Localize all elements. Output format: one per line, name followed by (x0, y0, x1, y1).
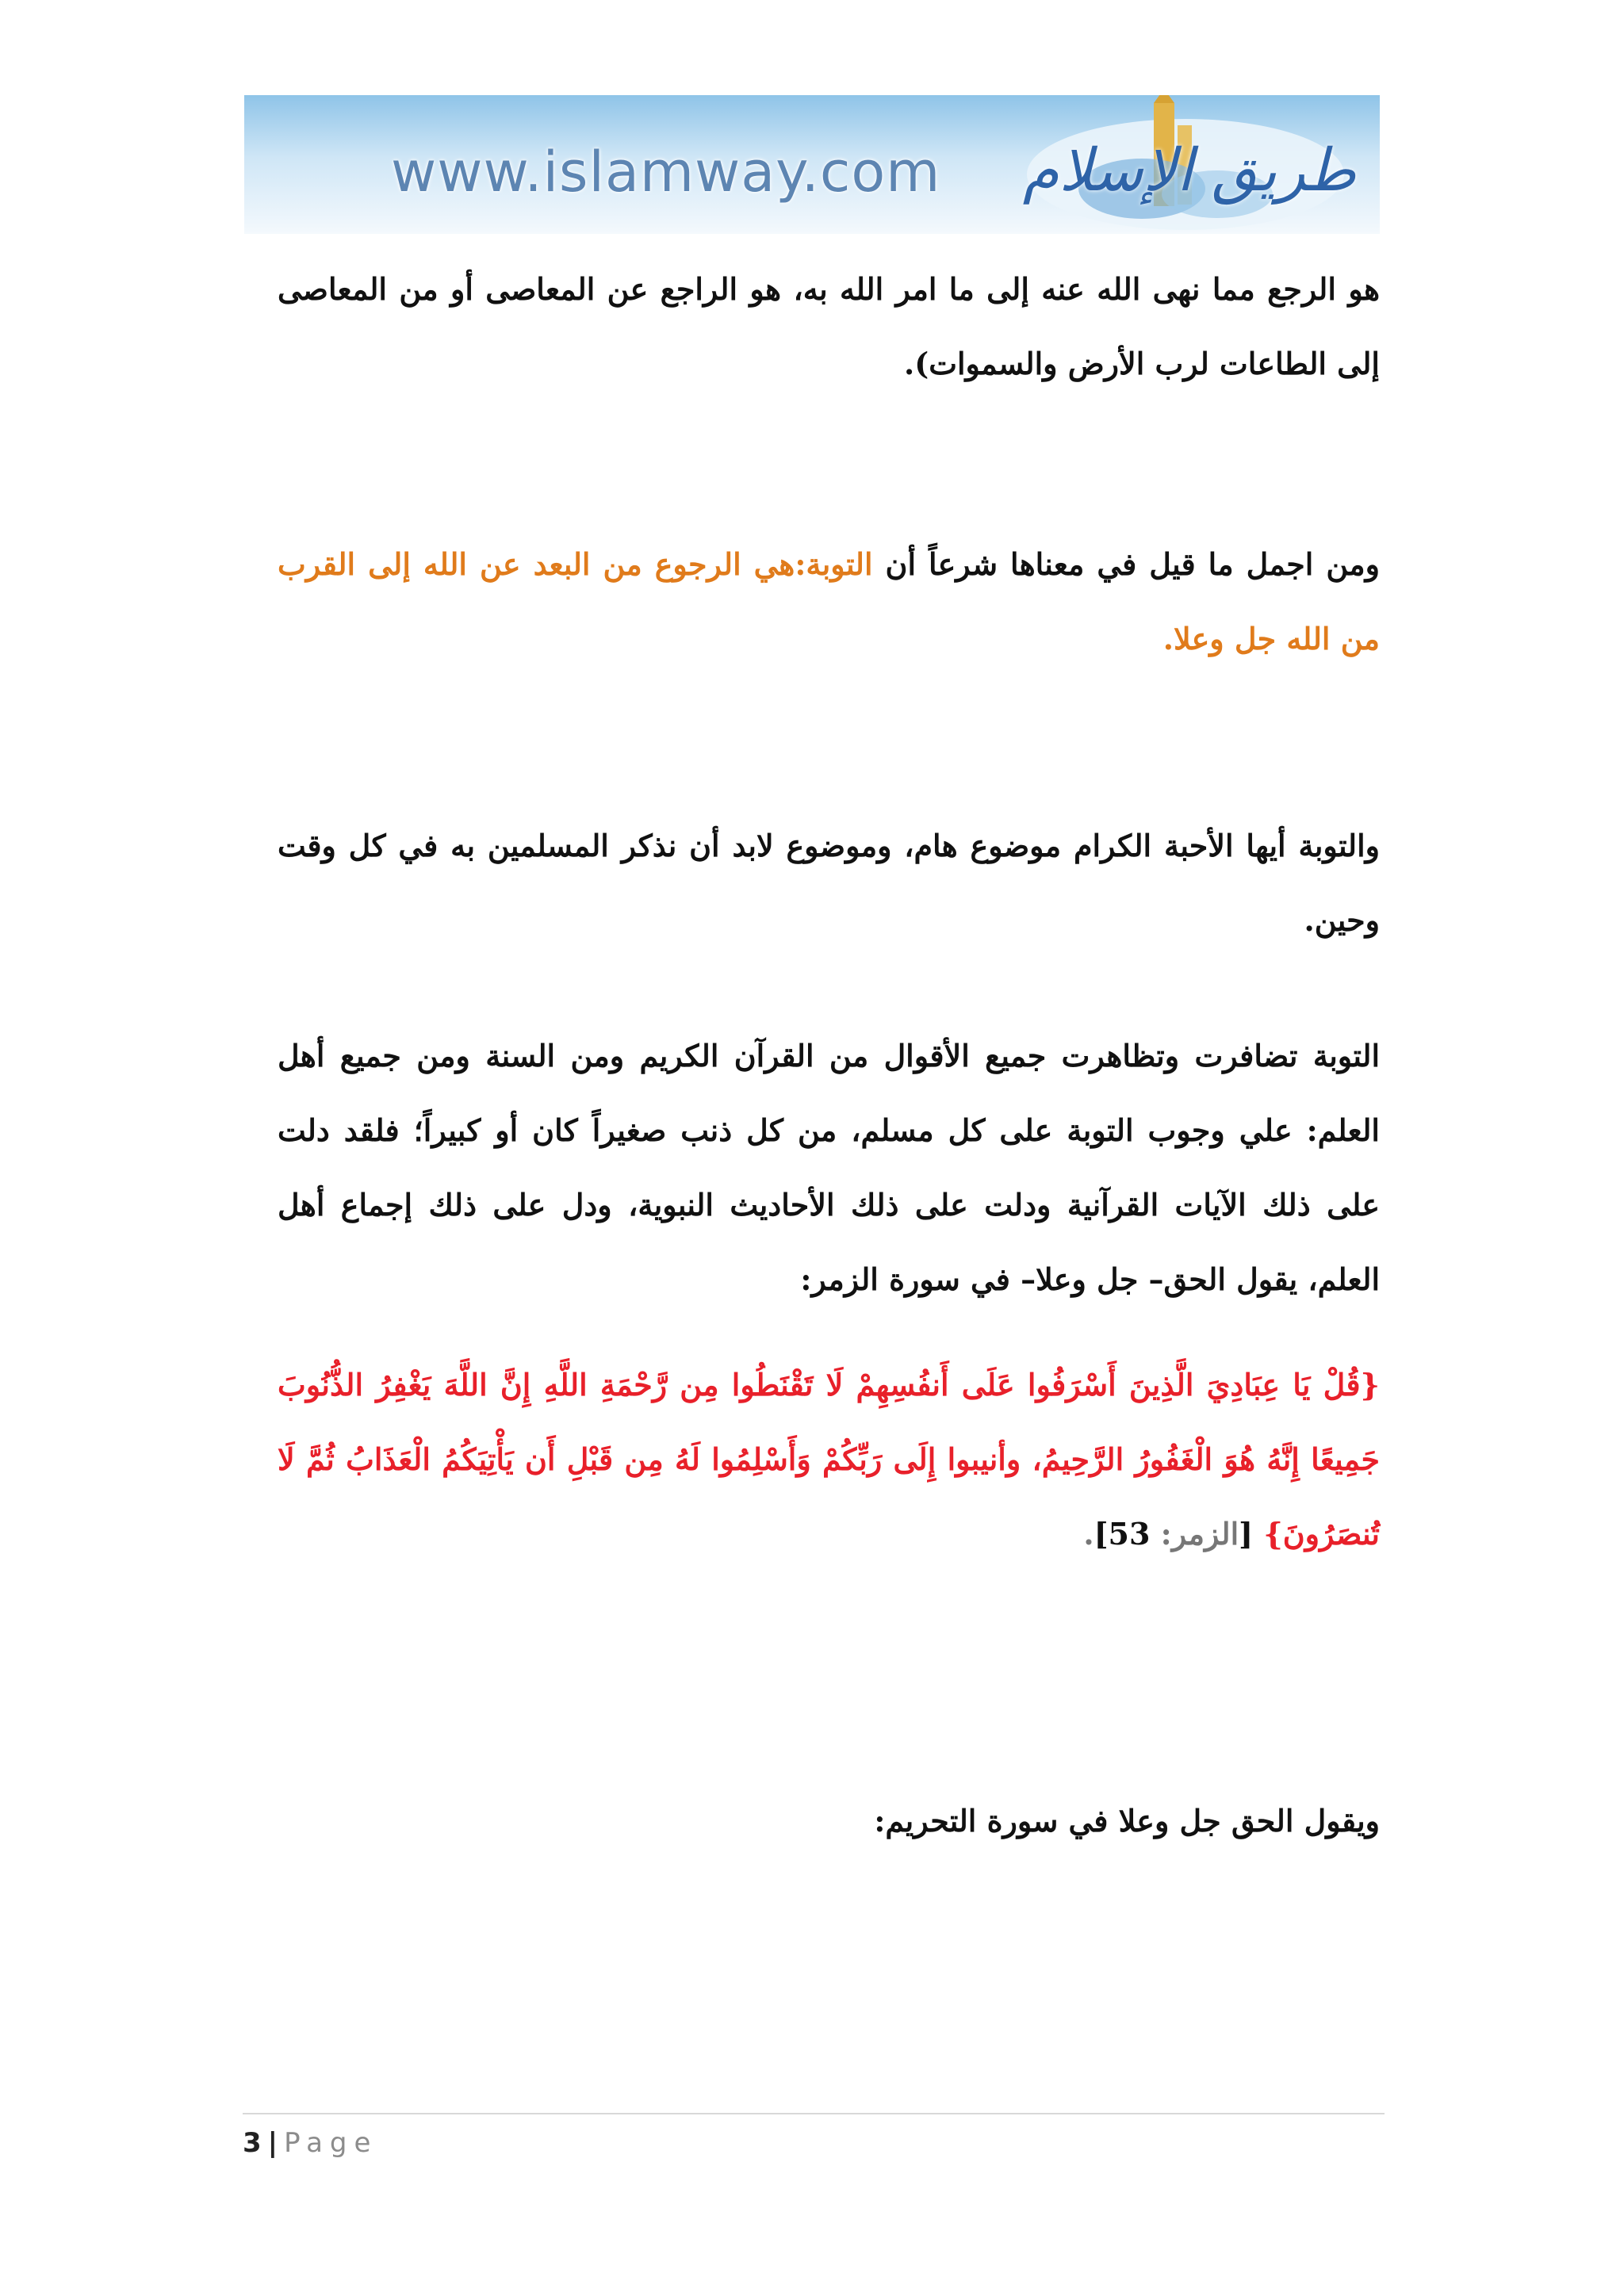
paragraph-4 (278, 1019, 1380, 1317)
site-url: www.islamway.com (391, 140, 941, 205)
verse-reference-surah: الزمر: (1160, 1516, 1239, 1552)
page-number: 3 (243, 2127, 262, 2159)
paragraph-4-text: التوبة تضافرت وتظاهرت جميع الأقوال من القرآن الكريم ومن السنة ومن جميع أهل العلم: علي وجوب التوبة على كل مسلم، من كل ذنب صغيراً كان أو كبيراً؛ فلقد دلت على ذلك الآيات القرآنية ودلت على ذلك الأحاديث النبوية، ودل على ذلك إجماع أهل العلم، يقول الحق– جل وعلا– في سورة الزمر: (278, 1038, 1380, 1297)
page-separator: | (267, 2127, 278, 2159)
verse-reference-open: [ (1239, 1516, 1264, 1552)
quran-verse: {قُلْ يَا عِبَادِيَ الَّذِينَ أَسْرَفُوا عَلَى أَنفُسِهِمْ لَا تَقْنَطُوا مِن رَّحْمَةِ اللَّهِ إِنَّ اللَّهَ يَغْفِرُ الذُّنُوبَ جَمِيعًا إِنَّهُ هُوَ الْغَفُورُ الرَّحِيمُ، وأنيبوا إِلَى رَبِّكُمْ وَأَسْلِمُوا لَهُ مِن قَبْلِ أَن يَأْتِيَكُمُ الْعَذَابُ ثُمَّ لَا تُنصَرُونَ} (278, 1367, 1380, 1552)
paragraph-1-text: هو الرجع مما نهى الله عنه إلى ما امر الله به، هو الراجع عن المعاصى أو من المعاصى إلى الطاعات لرب الأرض والسموات). (278, 271, 1380, 381)
paragraph-3-text: والتوبة أيها الأحبة الكرام موضوع هام، وموضوع لابد أن نذكر المسلمين به في كل وقت وحين. (278, 828, 1380, 938)
paragraph-2 (278, 527, 1380, 676)
page-footer (243, 2113, 1385, 2159)
paragraph-2-intro: ومن اجمل ما قيل في معناها شرعاً أن (872, 546, 1380, 582)
site-logo-text: طريق الإسلام (1022, 136, 1356, 205)
paragraph-3 (278, 809, 1380, 958)
verse-reference-number: 53] (1094, 1516, 1161, 1552)
page-label: Page (284, 2127, 378, 2159)
paragraph-1 (278, 252, 1380, 401)
quran-verse-block (278, 1348, 1380, 1571)
header-banner (244, 95, 1380, 234)
paragraph-6-text: ويقول الحق جل وعلا في سورة التحريم: (874, 1803, 1380, 1839)
paragraph-6 (278, 1784, 1380, 1858)
verse-reference-end: . (1083, 1516, 1094, 1552)
repentance-definition: التوبة:هي الرجوع من البعد عن الله إلى القرب من الله جل وعلا. (278, 546, 1380, 656)
